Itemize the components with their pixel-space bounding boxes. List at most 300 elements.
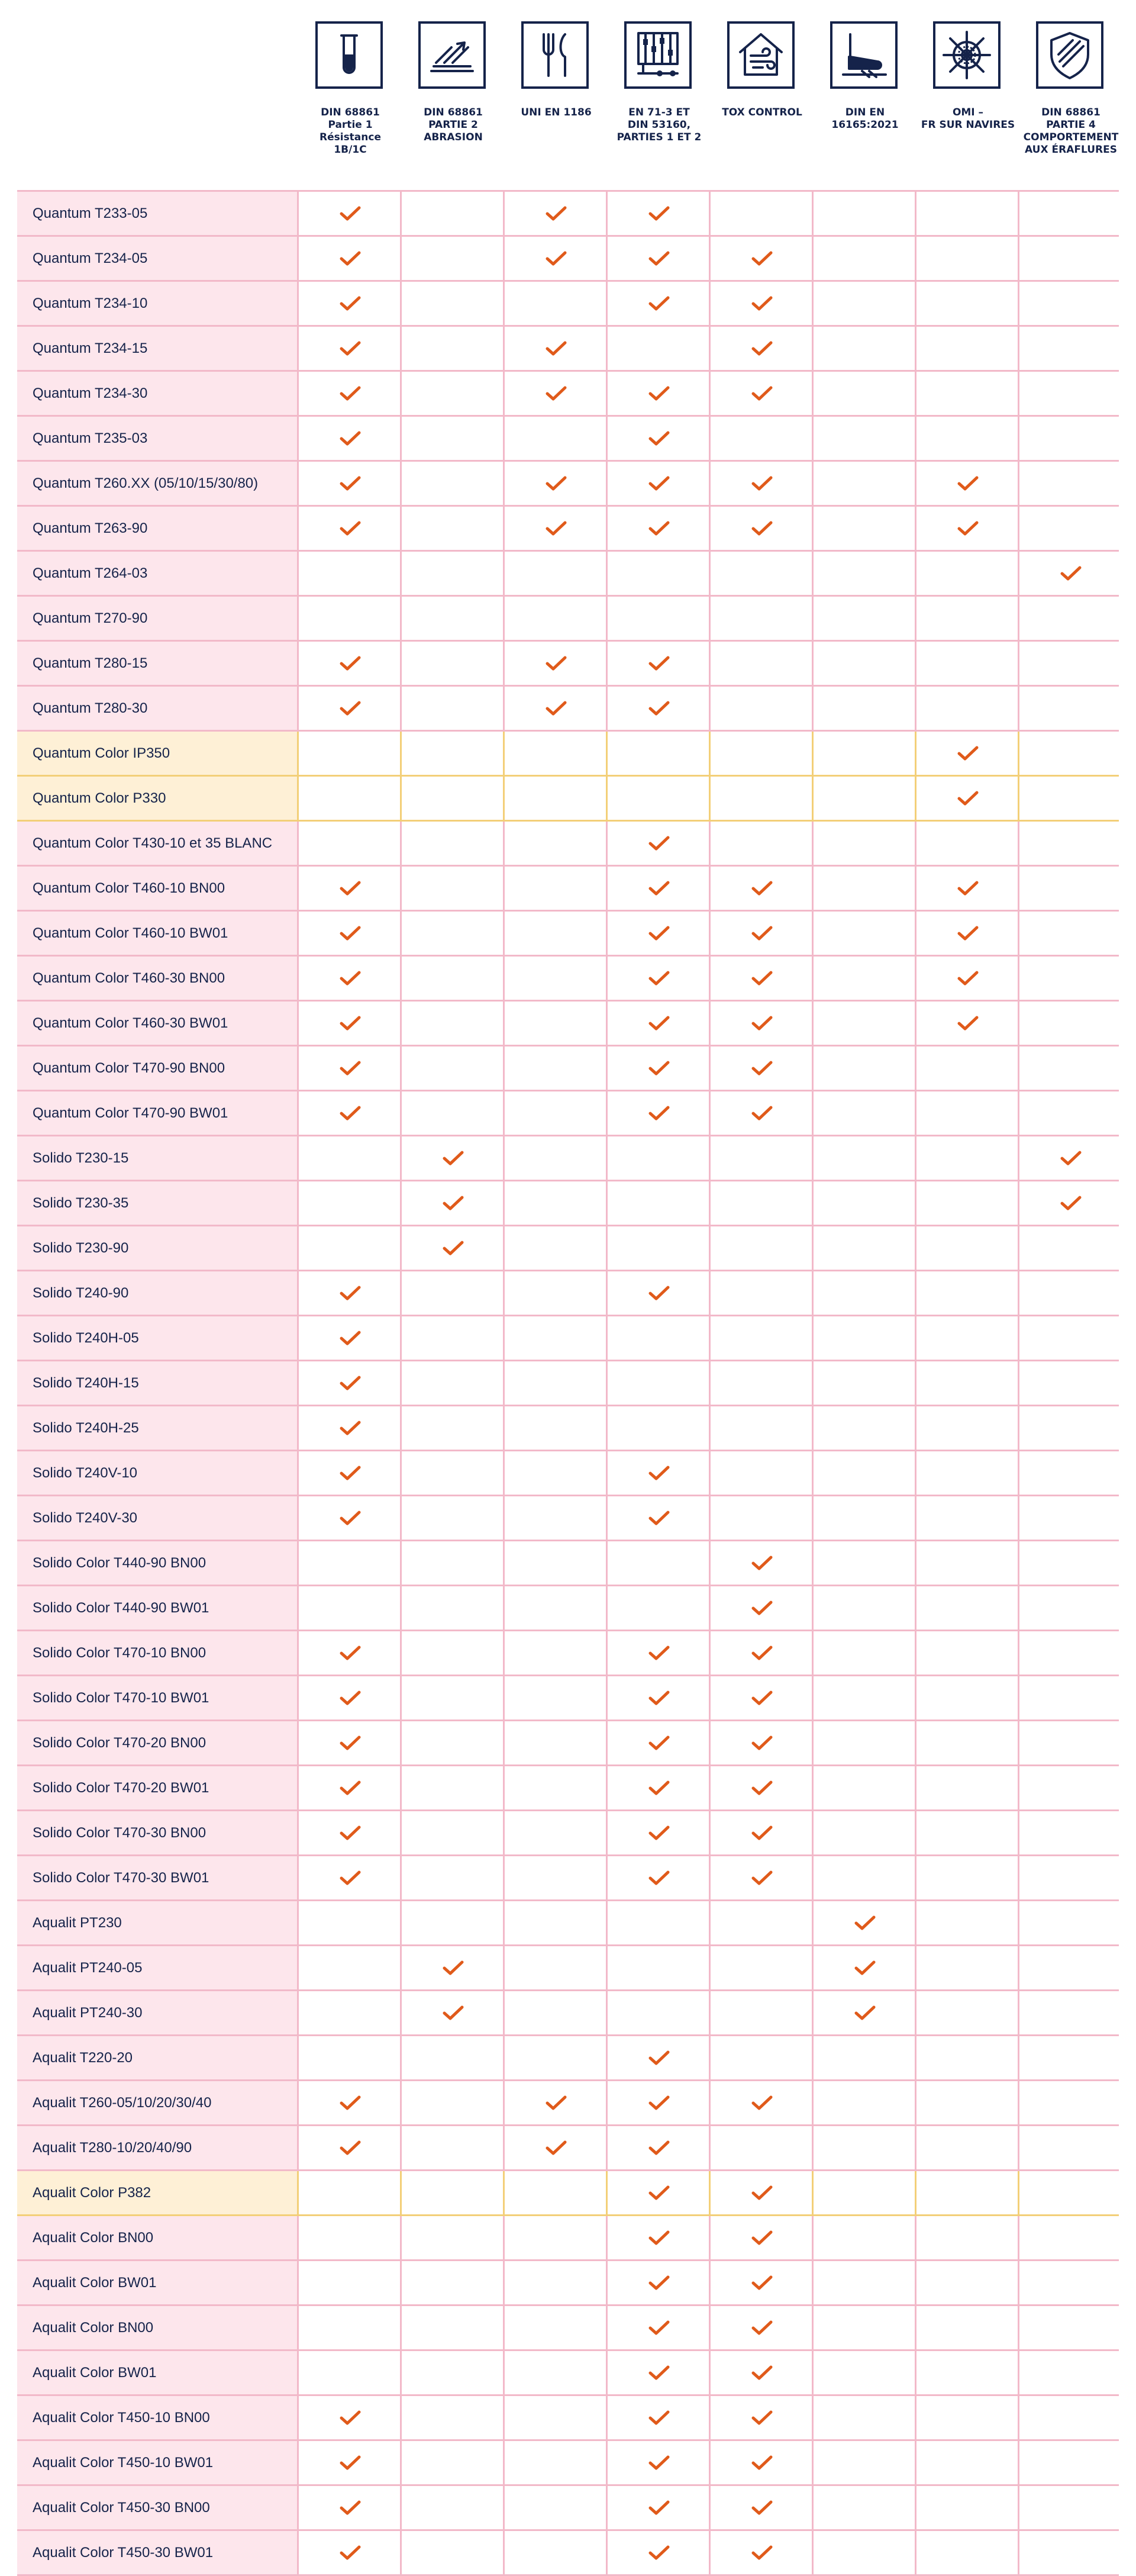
table-cell bbox=[505, 2531, 608, 2574]
table-cell bbox=[1019, 912, 1122, 955]
checkmark-icon bbox=[546, 386, 567, 401]
table-cell bbox=[505, 1046, 608, 1090]
product-name: Solido Color T470-20 BW01 bbox=[17, 1766, 299, 1809]
table-row bbox=[17, 1091, 1119, 1136]
checkmark-icon bbox=[751, 2320, 773, 2336]
table-cell bbox=[916, 1721, 1019, 1764]
table-cell bbox=[1019, 462, 1122, 505]
table-cell bbox=[299, 2171, 402, 2214]
product-name: Aqualit Color T450-10 BW01 bbox=[17, 2441, 299, 2484]
table-cell bbox=[711, 1541, 814, 1585]
table-cell bbox=[711, 2441, 814, 2484]
table-cell bbox=[1019, 417, 1122, 460]
table-cell bbox=[711, 957, 814, 1000]
table-cell bbox=[299, 1451, 402, 1495]
checkmark-icon bbox=[957, 746, 979, 761]
table-row bbox=[17, 822, 1119, 867]
table-cell bbox=[814, 237, 916, 280]
table-cell bbox=[916, 1226, 1019, 1270]
column-label: TOX CONTROL bbox=[722, 107, 802, 118]
table-cell bbox=[916, 1136, 1019, 1180]
table-cell bbox=[1019, 1676, 1122, 1720]
table-cell bbox=[505, 1002, 608, 1045]
checkmark-icon bbox=[340, 386, 361, 401]
table-row bbox=[17, 2396, 1119, 2441]
checkmark-icon bbox=[340, 1421, 361, 1436]
table-cell bbox=[608, 1676, 711, 1720]
table-cell bbox=[608, 1226, 711, 1270]
table-cell bbox=[608, 2216, 711, 2259]
checkmark-icon bbox=[751, 2410, 773, 2426]
table-cell bbox=[402, 2351, 505, 2394]
table-cell bbox=[711, 1586, 814, 1630]
table-cell bbox=[608, 327, 711, 370]
table-cell bbox=[1019, 2081, 1122, 2124]
table-cell bbox=[505, 2171, 608, 2214]
table-cell bbox=[505, 1226, 608, 1270]
table-cell bbox=[402, 1856, 505, 1899]
table-cell bbox=[402, 867, 505, 910]
table-row bbox=[17, 1451, 1119, 1496]
table-cell bbox=[505, 1631, 608, 1675]
table-cell bbox=[608, 2306, 711, 2349]
table-cell bbox=[1019, 2441, 1122, 2484]
table-cell bbox=[711, 687, 814, 730]
checkmark-icon bbox=[751, 1646, 773, 1661]
table-cell bbox=[711, 507, 814, 550]
table-cell bbox=[299, 1136, 402, 1180]
checkmark-icon bbox=[648, 296, 670, 311]
column-label: OMI – FR SUR NAVIRES bbox=[921, 107, 1015, 131]
table-cell bbox=[608, 1046, 711, 1090]
product-name: Aqualit PT230 bbox=[17, 1901, 299, 1944]
table-cell bbox=[299, 867, 402, 910]
checkmark-icon bbox=[751, 1016, 773, 1031]
table-row bbox=[17, 732, 1119, 777]
table-cell bbox=[608, 1406, 711, 1450]
table-cell bbox=[711, 867, 814, 910]
table-cell bbox=[1019, 2486, 1122, 2529]
table-cell bbox=[608, 2171, 711, 2214]
table-cell bbox=[608, 507, 711, 550]
table-cell bbox=[916, 1901, 1019, 1944]
table-row bbox=[17, 2126, 1119, 2171]
table-row bbox=[17, 1002, 1119, 1046]
checkmark-icon bbox=[648, 701, 670, 716]
table-cell bbox=[814, 642, 916, 685]
table-cell bbox=[711, 597, 814, 640]
table-cell bbox=[814, 912, 916, 955]
product-name: Solido T240H-05 bbox=[17, 1316, 299, 1360]
table-cell bbox=[402, 1316, 505, 1360]
table-row bbox=[17, 642, 1119, 687]
table-row bbox=[17, 777, 1119, 822]
product-name: Quantum T264-03 bbox=[17, 552, 299, 595]
abrasion-surface-icon bbox=[418, 21, 486, 89]
table-cell bbox=[402, 1676, 505, 1720]
table-cell bbox=[916, 1496, 1019, 1540]
table-cell bbox=[608, 1586, 711, 1630]
checkmark-icon bbox=[854, 2005, 876, 2021]
product-name: Aqualit Color BN00 bbox=[17, 2216, 299, 2259]
table-cell bbox=[299, 1676, 402, 1720]
table-row bbox=[17, 1946, 1119, 1991]
checkmark-icon bbox=[546, 521, 567, 536]
table-cell bbox=[711, 777, 814, 820]
table-cell bbox=[608, 1811, 711, 1854]
checkmark-icon bbox=[957, 881, 979, 896]
table-cell bbox=[505, 597, 608, 640]
table-cell bbox=[608, 822, 711, 865]
table-cell bbox=[711, 417, 814, 460]
table-cell bbox=[505, 282, 608, 325]
table-cell bbox=[299, 2531, 402, 2574]
table-cell bbox=[299, 2396, 402, 2439]
abacus-toy-icon bbox=[624, 21, 692, 89]
checkmark-icon bbox=[443, 1151, 464, 1166]
checkmark-icon bbox=[751, 341, 773, 356]
product-name: Quantum T233-05 bbox=[17, 192, 299, 235]
product-name: Solido T230-35 bbox=[17, 1181, 299, 1225]
checkmark-icon bbox=[854, 1915, 876, 1931]
table-cell bbox=[1019, 1316, 1122, 1360]
table-cell bbox=[402, 1002, 505, 1045]
table-cell bbox=[916, 1811, 1019, 1854]
product-name: Solido T240V-10 bbox=[17, 1451, 299, 1495]
checkmark-icon bbox=[340, 341, 361, 356]
table-row bbox=[17, 2351, 1119, 2396]
table-cell bbox=[608, 2441, 711, 2484]
checkmark-icon bbox=[648, 1780, 670, 1796]
checkmark-icon bbox=[546, 2140, 567, 2156]
table-cell bbox=[814, 1676, 916, 1720]
table-cell bbox=[299, 417, 402, 460]
checkmark-icon bbox=[340, 1016, 361, 1031]
table-cell bbox=[299, 1586, 402, 1630]
table-cell bbox=[1019, 957, 1122, 1000]
table-cell bbox=[505, 867, 608, 910]
table-cell bbox=[402, 1271, 505, 1315]
product-name: Quantum Color T460-30 BN00 bbox=[17, 957, 299, 1000]
checkmark-icon bbox=[340, 701, 361, 716]
table-cell bbox=[505, 237, 608, 280]
table-cell bbox=[299, 1946, 402, 1989]
table-cell bbox=[916, 2441, 1019, 2484]
product-name: Quantum Color T460-10 BW01 bbox=[17, 912, 299, 955]
table-cell bbox=[916, 2171, 1019, 2214]
table-cell bbox=[1019, 1901, 1122, 1944]
table-cell bbox=[402, 417, 505, 460]
table-cell bbox=[402, 1046, 505, 1090]
table-cell bbox=[814, 957, 916, 1000]
table-cell bbox=[814, 2171, 916, 2214]
table-cell bbox=[711, 2126, 814, 2169]
product-name: Aqualit Color P382 bbox=[17, 2171, 299, 2214]
checkmark-icon bbox=[751, 926, 773, 941]
checkmark-icon bbox=[340, 1061, 361, 1076]
table-cell bbox=[505, 1946, 608, 1989]
table-cell bbox=[916, 2081, 1019, 2124]
table-row bbox=[17, 912, 1119, 957]
table-cell bbox=[505, 822, 608, 865]
table-cell bbox=[299, 507, 402, 550]
table-cell bbox=[1019, 1002, 1122, 1045]
table-cell bbox=[505, 1901, 608, 1944]
table-cell bbox=[505, 462, 608, 505]
table-cell bbox=[505, 1856, 608, 1899]
table-cell bbox=[402, 282, 505, 325]
table-cell bbox=[916, 1856, 1019, 1899]
table-cell bbox=[1019, 552, 1122, 595]
table-cell bbox=[814, 822, 916, 865]
table-cell bbox=[916, 2261, 1019, 2304]
checkmark-icon bbox=[648, 1016, 670, 1031]
table-cell bbox=[608, 1496, 711, 1540]
product-name: Quantum Color T430-10 et 35 BLANC bbox=[17, 822, 299, 865]
table-cell bbox=[814, 2396, 916, 2439]
table-cell bbox=[1019, 1226, 1122, 1270]
checkmark-icon bbox=[546, 476, 567, 491]
checkmark-icon bbox=[340, 881, 361, 896]
product-name: Solido Color T470-10 BN00 bbox=[17, 1631, 299, 1675]
table-cell bbox=[711, 1406, 814, 1450]
table-cell bbox=[814, 1901, 916, 1944]
table-cell bbox=[711, 192, 814, 235]
table-cell bbox=[402, 2441, 505, 2484]
checkmark-icon bbox=[648, 2095, 670, 2111]
checkmark-icon bbox=[648, 2500, 670, 2516]
table-cell bbox=[402, 957, 505, 1000]
product-name: Quantum T260.XX (05/10/15/30/80) bbox=[17, 462, 299, 505]
table-row bbox=[17, 2531, 1119, 2576]
table-cell bbox=[814, 372, 916, 415]
table-cell bbox=[608, 1091, 711, 1135]
checkmark-icon bbox=[751, 2545, 773, 2561]
scratch-shield-icon bbox=[1036, 21, 1103, 89]
table-cell bbox=[711, 2081, 814, 2124]
checkmark-icon bbox=[1060, 566, 1082, 581]
table-cell bbox=[814, 1136, 916, 1180]
checkmark-icon bbox=[340, 206, 361, 221]
checkmark-icon bbox=[648, 2320, 670, 2336]
table-cell bbox=[814, 732, 916, 775]
table-cell bbox=[402, 237, 505, 280]
checkmark-icon bbox=[648, 2185, 670, 2201]
checkmark-icon bbox=[751, 1106, 773, 1121]
table-cell bbox=[299, 2441, 402, 2484]
table-row bbox=[17, 1676, 1119, 1721]
table-cell bbox=[402, 2036, 505, 2079]
table-cell bbox=[608, 1361, 711, 1405]
table-cell bbox=[299, 597, 402, 640]
table-cell bbox=[505, 1136, 608, 1180]
product-name: Aqualit T280-10/20/40/90 bbox=[17, 2126, 299, 2169]
table-cell bbox=[299, 822, 402, 865]
table-cell bbox=[711, 1766, 814, 1809]
product-name: Solido T240-90 bbox=[17, 1271, 299, 1315]
product-name: Quantum T270-90 bbox=[17, 597, 299, 640]
table-cell bbox=[608, 1946, 711, 1989]
table-cell bbox=[505, 192, 608, 235]
column-label: DIN EN 16165:2021 bbox=[831, 107, 899, 131]
checkmark-icon bbox=[340, 1376, 361, 1391]
table-cell bbox=[505, 507, 608, 550]
checkmark-icon bbox=[648, 1646, 670, 1661]
table-cell bbox=[608, 867, 711, 910]
table-cell bbox=[711, 1136, 814, 1180]
table-cell bbox=[916, 507, 1019, 550]
table-cell bbox=[608, 1541, 711, 1585]
table-cell bbox=[916, 417, 1019, 460]
table-cell bbox=[711, 912, 814, 955]
table-row bbox=[17, 282, 1119, 327]
table-cell bbox=[608, 777, 711, 820]
table-cell bbox=[1019, 2171, 1122, 2214]
table-cell bbox=[1019, 1091, 1122, 1135]
table-cell bbox=[299, 1046, 402, 1090]
checkmark-icon bbox=[648, 1825, 670, 1841]
checkmark-icon bbox=[648, 2455, 670, 2471]
checkmark-icon bbox=[340, 1286, 361, 1301]
table-cell bbox=[916, 1631, 1019, 1675]
table-cell bbox=[916, 1541, 1019, 1585]
table-cell bbox=[608, 552, 711, 595]
product-name: Solido Color T440-90 BN00 bbox=[17, 1541, 299, 1585]
table-row bbox=[17, 1226, 1119, 1271]
table-row bbox=[17, 867, 1119, 912]
table-cell bbox=[608, 957, 711, 1000]
column-label: DIN 68861 PARTIE 4 COMPORTEMENT AUX ÉRAFLURES bbox=[1023, 107, 1119, 156]
product-certification-table bbox=[17, 190, 1119, 2576]
table-cell bbox=[814, 1541, 916, 1585]
table-cell bbox=[505, 1406, 608, 1450]
table-cell bbox=[1019, 732, 1122, 775]
table-cell bbox=[608, 2126, 711, 2169]
table-cell bbox=[916, 2306, 1019, 2349]
table-cell bbox=[916, 2531, 1019, 2574]
product-name: Quantum T235-03 bbox=[17, 417, 299, 460]
product-name: Aqualit Color BW01 bbox=[17, 2261, 299, 2304]
checkmark-icon bbox=[340, 1106, 361, 1121]
table-cell bbox=[711, 2531, 814, 2574]
product-name: Solido Color T470-30 BN00 bbox=[17, 1811, 299, 1854]
table-cell bbox=[916, 282, 1019, 325]
table-cell bbox=[814, 507, 916, 550]
checkmark-icon bbox=[340, 2500, 361, 2516]
table-cell bbox=[1019, 2216, 1122, 2259]
table-cell bbox=[814, 1631, 916, 1675]
table-cell bbox=[608, 1136, 711, 1180]
table-cell bbox=[916, 1091, 1019, 1135]
product-name: Aqualit Color T450-30 BN00 bbox=[17, 2486, 299, 2529]
table-row bbox=[17, 507, 1119, 552]
checkmark-icon bbox=[957, 791, 979, 806]
table-cell bbox=[402, 1136, 505, 1180]
product-name: Aqualit PT240-30 bbox=[17, 1991, 299, 2034]
checkmark-icon bbox=[340, 431, 361, 446]
table-cell bbox=[1019, 2396, 1122, 2439]
table-cell bbox=[505, 1721, 608, 1764]
checkmark-icon bbox=[546, 656, 567, 671]
checkmark-icon bbox=[751, 251, 773, 266]
checkmark-icon bbox=[751, 2095, 773, 2111]
table-cell bbox=[402, 2306, 505, 2349]
table-cell bbox=[1019, 282, 1122, 325]
table-row bbox=[17, 2036, 1119, 2081]
product-name: Aqualit Color BW01 bbox=[17, 2351, 299, 2394]
table-cell bbox=[505, 732, 608, 775]
checkmark-icon bbox=[751, 2455, 773, 2471]
table-cell bbox=[505, 1541, 608, 1585]
column-label: DIN 68861 PARTIE 2 ABRASION bbox=[424, 107, 483, 143]
table-cell bbox=[402, 1586, 505, 1630]
table-cell bbox=[505, 642, 608, 685]
table-cell bbox=[608, 687, 711, 730]
table-cell bbox=[299, 1406, 402, 1450]
checkmark-icon bbox=[340, 1825, 361, 1841]
table-cell bbox=[711, 2216, 814, 2259]
table-cell bbox=[299, 552, 402, 595]
table-cell bbox=[814, 2261, 916, 2304]
product-name: Aqualit Color BN00 bbox=[17, 2306, 299, 2349]
table-cell bbox=[1019, 1406, 1122, 1450]
checkmark-icon bbox=[648, 836, 670, 851]
table-cell bbox=[608, 1181, 711, 1225]
table-cell bbox=[711, 642, 814, 685]
table-cell bbox=[1019, 327, 1122, 370]
column-label: UNI EN 1186 bbox=[521, 107, 592, 118]
table-cell bbox=[814, 1496, 916, 1540]
checkmark-icon bbox=[751, 2185, 773, 2201]
column-label: EN 71-3 ET DIN 53160, PARTIES 1 ET 2 bbox=[617, 107, 702, 143]
table-cell bbox=[505, 552, 608, 595]
table-cell bbox=[814, 552, 916, 595]
table-row bbox=[17, 1766, 1119, 1811]
table-cell bbox=[916, 237, 1019, 280]
table-cell bbox=[1019, 1046, 1122, 1090]
table-row bbox=[17, 2306, 1119, 2351]
table-cell bbox=[916, 1181, 1019, 1225]
table-cell bbox=[814, 462, 916, 505]
table-row bbox=[17, 2261, 1119, 2306]
table-cell bbox=[711, 1316, 814, 1360]
table-cell bbox=[814, 1991, 916, 2034]
table-cell bbox=[505, 2306, 608, 2349]
checkmark-icon bbox=[443, 2005, 464, 2021]
table-cell bbox=[1019, 1451, 1122, 1495]
checkmark-icon bbox=[546, 341, 567, 356]
checkmark-icon bbox=[340, 1870, 361, 1886]
table-row bbox=[17, 1631, 1119, 1676]
table-cell bbox=[711, 1856, 814, 1899]
table-cell bbox=[916, 1406, 1019, 1450]
table-cell bbox=[916, 1316, 1019, 1360]
checkmark-icon bbox=[340, 1780, 361, 1796]
table-cell bbox=[1019, 372, 1122, 415]
table-cell bbox=[299, 777, 402, 820]
table-cell bbox=[711, 327, 814, 370]
table-cell bbox=[402, 1631, 505, 1675]
checkmark-icon bbox=[648, 1690, 670, 1706]
checkmark-icon bbox=[648, 251, 670, 266]
table-cell bbox=[1019, 687, 1122, 730]
table-cell bbox=[814, 1856, 916, 1899]
table-cell bbox=[299, 1316, 402, 1360]
table-cell bbox=[1019, 1136, 1122, 1180]
table-cell bbox=[1019, 2531, 1122, 2574]
table-cell bbox=[505, 1991, 608, 2034]
table-cell bbox=[505, 687, 608, 730]
